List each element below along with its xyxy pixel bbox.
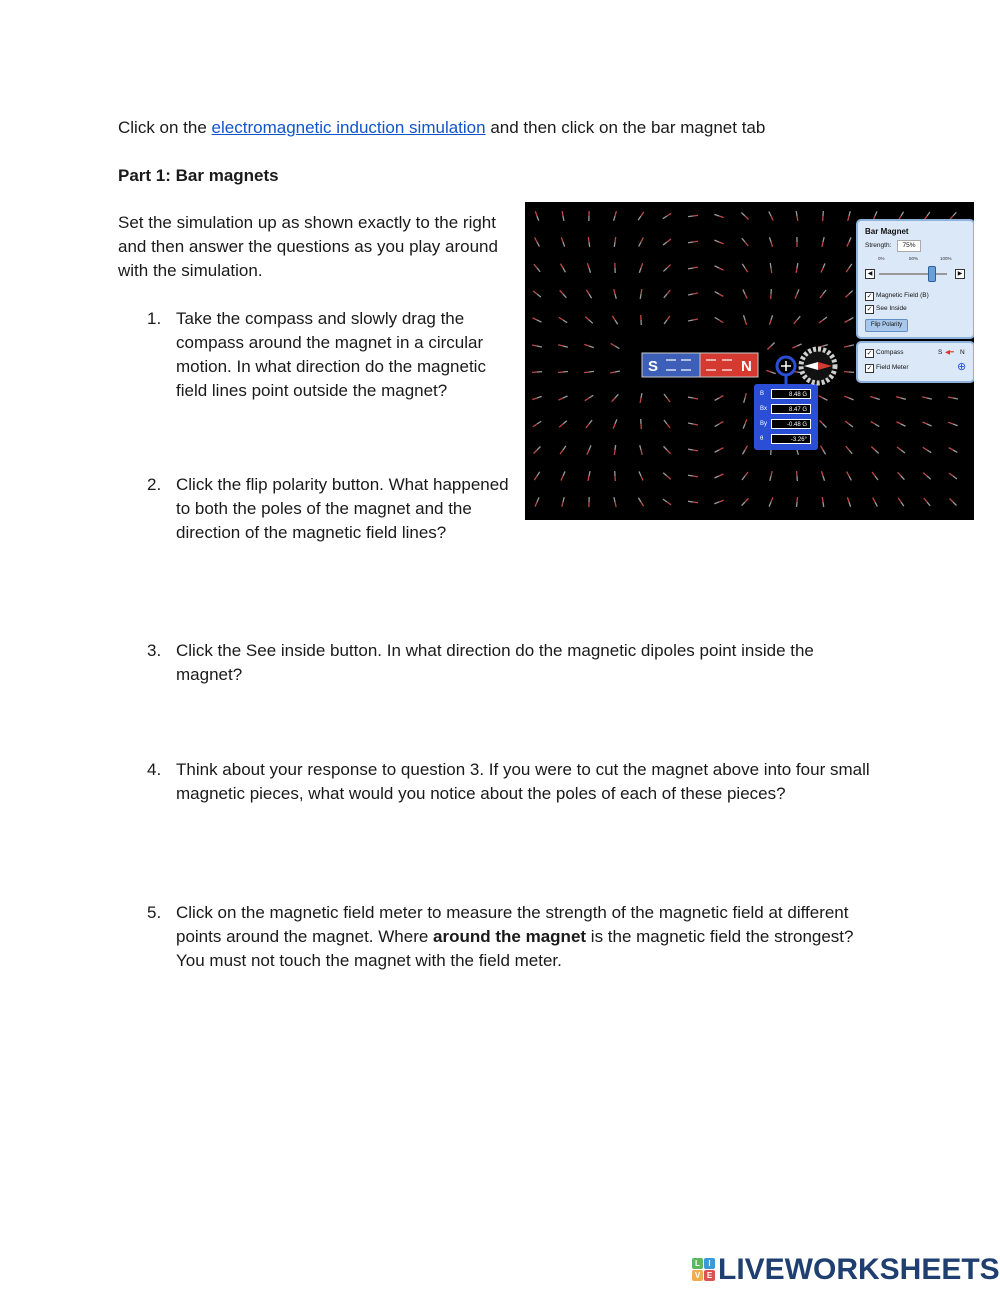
compass-legend-icon: ◀━	[945, 349, 954, 356]
magnetic-field-label: Magnetic Field (B)	[876, 292, 929, 299]
question-number: 3.	[147, 641, 162, 660]
question-number: 2.	[147, 475, 162, 494]
flip-polarity-button[interactable]: Flip Polarity	[865, 319, 908, 332]
logo-tile: L	[692, 1258, 703, 1269]
simulation-link[interactable]: electromagnetic induction simulation	[211, 118, 486, 137]
meter-row-by	[757, 418, 814, 430]
part-title: Part 1: Bar magnets	[118, 166, 279, 185]
meter-value: 8.48 G	[771, 389, 811, 399]
strength-slider-knob[interactable]	[928, 266, 936, 282]
slider-tick-0: 0%	[878, 256, 885, 261]
field-meter-checkbox[interactable]: ✓	[866, 365, 873, 372]
logo-tile: I	[704, 1258, 715, 1269]
question-number: 1.	[147, 309, 162, 328]
question-text: Click the See inside button. In what direction do the magnetic dipoles point inside the magnet?	[176, 641, 814, 684]
slider-tick-100: 100%	[940, 256, 952, 261]
compass-checkbox[interactable]: ✓	[866, 350, 873, 357]
meter-row-bx	[757, 403, 814, 415]
logo-tile: V	[692, 1270, 703, 1281]
field-meter-icon: ⊕	[957, 361, 967, 373]
question-emphasis: around the magnet	[433, 927, 587, 946]
meter-value: -0.48 G	[771, 419, 811, 429]
strength-label: Strength:	[865, 242, 892, 249]
question-text	[176, 901, 886, 973]
tools-panel	[856, 341, 974, 383]
logo-tile: E	[704, 1270, 715, 1281]
logo-text: LIVEWORKSHEETS	[718, 1253, 1000, 1286]
field-meter-label: Field Meter	[876, 364, 909, 371]
question-text: Take the compass and slowly drag the compass around the magnet in a circular motion. In what direction do the magnetic field lines point outside the magnet?	[176, 309, 486, 400]
question-text-part: Click on the magnetic field meter to measure the strength of the magnetic field at different points around the magnet. Where	[176, 903, 849, 946]
meter-row-theta	[757, 433, 814, 445]
intro-text-before: Click on the	[118, 118, 212, 137]
question-number: 5.	[147, 903, 162, 922]
meter-label: θ	[760, 436, 764, 442]
slider-increase-button[interactable]: ▶	[955, 269, 965, 279]
question-number: 4.	[147, 760, 162, 779]
intro-line	[118, 116, 765, 140]
meter-value: 8.47 G	[771, 404, 811, 414]
strength-value[interactable]: 75%	[897, 240, 921, 252]
slider-decrease-button[interactable]: ◀	[865, 269, 875, 279]
question-text-part: is the magnetic field the strongest? You must not touch the magnet with the field meter.	[176, 927, 854, 970]
meter-row-b	[757, 388, 814, 400]
meter-value: -3.26°	[771, 434, 811, 444]
meter-label: Bx	[760, 406, 768, 412]
see-inside-label: See Inside	[876, 305, 907, 312]
bar-magnet-panel	[856, 219, 974, 339]
see-inside-checkbox[interactable]: ✓	[866, 306, 873, 313]
setup-instructions: Set the simulation up as shown exactly to the right and then answer the questions as you play around with the simulation.	[118, 213, 498, 280]
magnet-north-label: N	[741, 358, 752, 375]
compass-legend-n: N	[960, 349, 965, 356]
meter-label: B	[760, 391, 765, 397]
question-text: Click the flip polarity button. What happened to both the poles of the magnet and the direction of the magnetic field lines?	[176, 475, 509, 542]
simulation-screenshot	[525, 202, 974, 520]
slider-tick-50: 50%	[909, 256, 919, 261]
magnet-south-label: S	[648, 358, 659, 375]
magnetic-field-checkbox[interactable]: ✓	[866, 293, 873, 300]
compass-legend-s: S	[938, 349, 943, 356]
intro-text-after: and then click on the bar magnet tab	[485, 118, 766, 137]
logo-mark-icon	[692, 1258, 716, 1282]
question-text: Think about your response to question 3. If you were to cut the magnet above into four small magnetic pieces, what would you notice about the poles of each of these pieces?	[176, 760, 870, 803]
panel-title: Bar Magnet	[865, 227, 909, 236]
compass-label: Compass	[876, 349, 904, 356]
strength-slider-track[interactable]	[879, 273, 947, 275]
meter-label: By	[760, 421, 768, 427]
